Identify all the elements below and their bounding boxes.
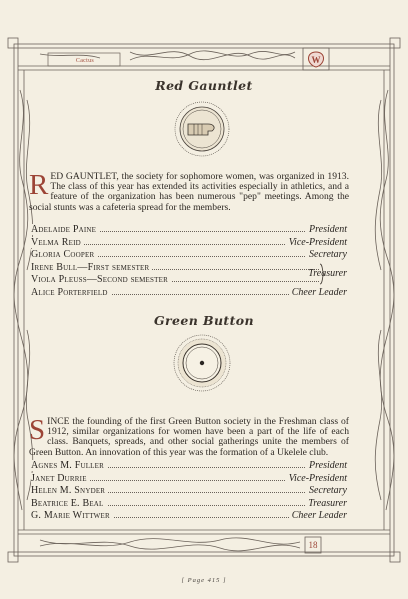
- drop-cap: S: [29, 414, 46, 446]
- member-name: Gloria Cooper: [31, 249, 97, 260]
- member-name: Viola Pleuss—Second semester: [31, 274, 171, 285]
- red-gauntlet-title: Red Gauntlet: [155, 78, 253, 93]
- green-button-title: Green Button: [153, 313, 255, 328]
- member-name: Helen M. Snyder: [31, 485, 108, 496]
- roster-row: [31, 262, 319, 275]
- roster-row: [31, 460, 347, 473]
- member-role: Treasurer: [305, 498, 347, 509]
- page-footer: [ Page 415 ]: [181, 577, 227, 584]
- red-gauntlet-paragraph: [29, 169, 349, 213]
- running-header: Cactus: [75, 58, 95, 64]
- red-gauntlet-roster: [31, 224, 347, 299]
- roster-row: [31, 237, 347, 250]
- treasurer-group: [31, 262, 347, 287]
- svg-text:W: W: [311, 55, 321, 65]
- paragraph-text: ED GAUNTLET, the society for sophomore women, was organized in 1913. The class of this year has extended its activities especially in athletics, and a feature of the organization has been numerous "pep" meetings. Among the social stunts was a cafeteria spread for the members.: [29, 171, 349, 213]
- paragraph-text: INCE the founding of the first Green Button society in the Freshman class of 1912, similar organizations for women have been a part of the life of each class. Banquets, spreads, and other social gatherings unite the members of Green Button. An innovation of this year was the formation of a Ukelele club.: [29, 416, 349, 458]
- member-role: President: [306, 460, 347, 471]
- member-name: G. Marie Wittwer: [31, 510, 113, 521]
- member-name: Velma Reid: [31, 237, 84, 248]
- member-name: Agnes M. Fuller: [31, 460, 107, 471]
- member-name: Janet Durrie: [31, 473, 90, 484]
- roster-row: [31, 510, 347, 523]
- roster-row: [31, 249, 347, 262]
- member-role: Vice-President: [286, 237, 347, 248]
- drop-cap: R: [29, 169, 49, 201]
- member-role: Cheer Leader: [289, 510, 347, 521]
- roster-row: [31, 498, 347, 511]
- gauntlet-emblem-icon: [172, 100, 232, 158]
- roster-row: [31, 485, 347, 498]
- member-name: Irene Bull—First semester: [31, 262, 152, 273]
- member-role: Cheer Leader: [289, 287, 347, 298]
- member-name: Adelaide Paine: [31, 224, 99, 235]
- green-button-emblem-icon: [172, 333, 232, 393]
- green-button-paragraph: [29, 414, 349, 458]
- member-role: President: [306, 224, 347, 235]
- roster-row: [31, 224, 347, 237]
- member-role: Secretary: [306, 249, 347, 260]
- roster-row: [31, 473, 347, 486]
- green-button-roster: [31, 460, 347, 523]
- member-name: Alice Porterfield: [31, 287, 111, 298]
- member-role: Secretary: [306, 485, 347, 496]
- crest-emblem: [303, 48, 329, 70]
- page-number-badge: 18: [308, 540, 318, 550]
- roster-row: [31, 274, 319, 287]
- roster-row: [31, 287, 347, 300]
- member-name: Beatrice E. Beal: [31, 498, 107, 509]
- member-role: Treasurer: [308, 267, 347, 279]
- member-role: Vice-President: [286, 473, 347, 484]
